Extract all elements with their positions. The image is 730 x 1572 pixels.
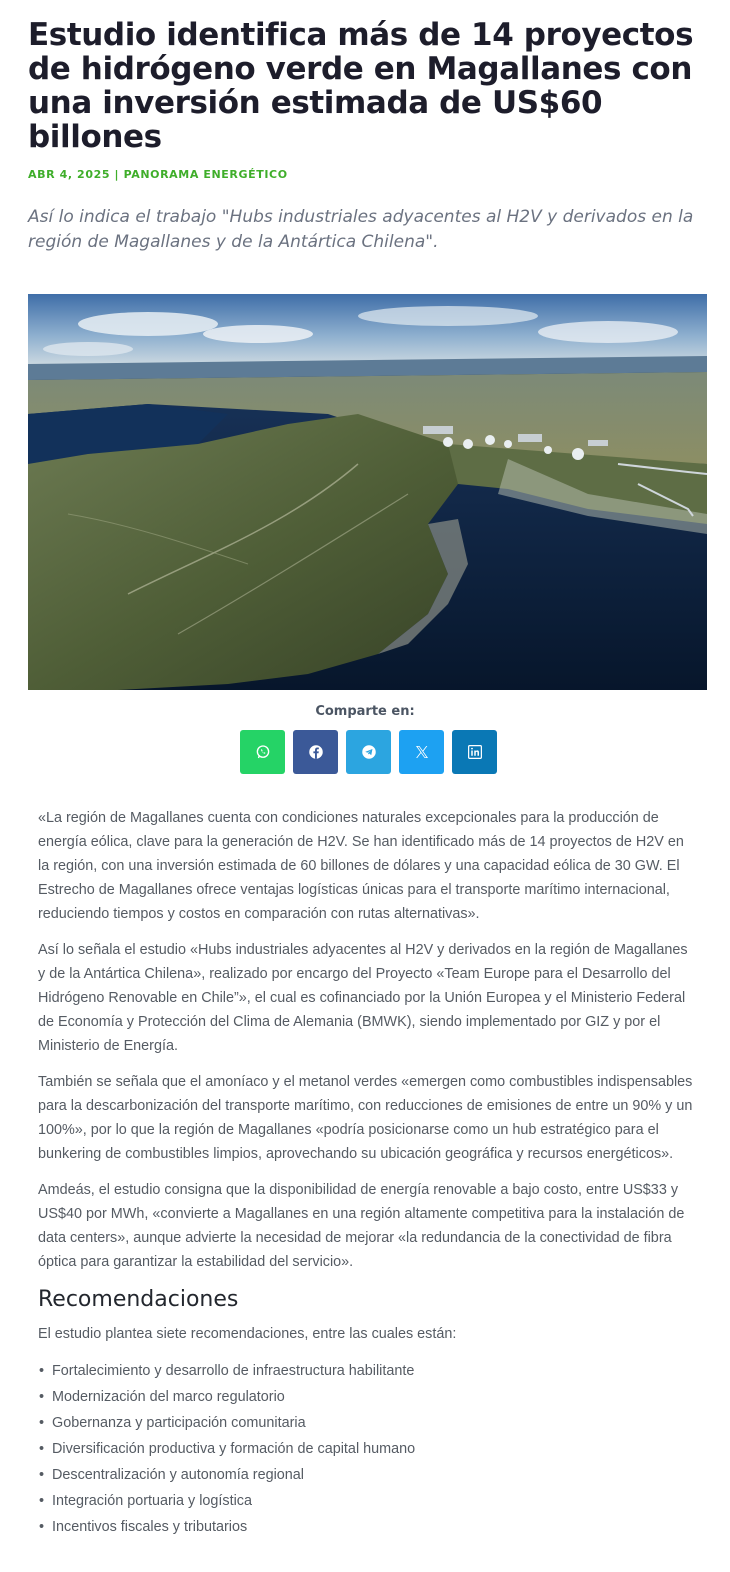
recommendations-heading: Recomendaciones (38, 1287, 239, 1312)
body-paragraph: Amdeás, el estudio consigna que la disponibilidad de energía renovable a bajo costo, entre US$33 y US$40 por MWh, «convierte a Magallanes en una región altamente competitiva para la instalación de data centers», aunque advierte la necesidad de mejorar «la redundancia de la conectividad de fibra óptica para garantizar la estabilidad del servicio». (38, 1182, 685, 1270)
x-icon (413, 743, 431, 761)
article-subtitle: Así lo indica el trabajo "Hubs industriales adyacentes al H2V y derivados en la región de Magallanes y de la Antártica Chilena". (28, 207, 694, 252)
telegram-icon (360, 743, 378, 761)
recommendations-intro: El estudio plantea siete recomendaciones, entre las cuales están: (38, 1326, 457, 1342)
body-paragraph: También se señala que el amoníaco y el metanol verdes «emergen como combustibles indispensables para la descarbonización del transporte marítimo, con reducciones de emisiones de entre un 90% y un 100%», por lo que la región de Magallanes «podría posicionarse como un hub estratégico para el bunkering de combustibles limpios, aprovechando su ubicación geográfica y recursos energéticos». (38, 1074, 693, 1162)
recommendations-list (38, 1358, 698, 1540)
share-whatsapp-button[interactable] (240, 730, 285, 774)
body-paragraph: «La región de Magallanes cuenta con condiciones naturales excepcionales para la producción de energía eólica, clave para la generación de H2V. Se han identificado más de 14 proyectos de H2V en la región, con una inversión estimada de 60 billones de dólares y una capacidad eólica de 30 GW. El Estrecho de Magallanes ofrece ventajas logísticas únicas para el transporte marítimo internacional, reduciendo tiempos y costos en comparación con rutas alternativas». (38, 810, 684, 922)
meta-separator: | (114, 168, 120, 181)
share-facebook-button[interactable] (293, 730, 338, 774)
article-title: Estudio identifica más de 14 proyectos de hidrógeno verde en Magallanes con una inversión estimada de US$60 billones (28, 17, 694, 155)
share-x-button[interactable] (399, 730, 444, 774)
share-linkedin-button[interactable] (452, 730, 497, 774)
article-header (28, 18, 708, 255)
list-item: • Fortalecimiento y desarrollo de infraestructura habilitante (38, 1358, 698, 1384)
share-buttons (240, 730, 497, 774)
article-date[interactable]: ABR 4, 2025 (28, 168, 111, 181)
article-meta (28, 168, 708, 181)
aerial-coast-photo (28, 294, 707, 690)
list-item: • Gobernanza y participación comunitaria (38, 1410, 698, 1436)
facebook-icon (307, 743, 325, 761)
list-item: • Descentralización y autonomía regional (38, 1462, 698, 1488)
hero-image (28, 294, 707, 690)
whatsapp-icon (254, 743, 272, 761)
article-category[interactable]: PANORAMA ENERGÉTICO (123, 168, 288, 181)
list-item: • Diversificación productiva y formación de capital humano (38, 1436, 698, 1462)
share-label: Comparte en: (315, 704, 415, 719)
list-item: • Integración portuaria y logística (38, 1488, 698, 1514)
list-item: • Incentivos fiscales y tributarios (38, 1514, 698, 1540)
linkedin-icon (466, 743, 484, 761)
article-body (38, 806, 698, 1540)
share-telegram-button[interactable] (346, 730, 391, 774)
body-paragraph: Así lo señala el estudio «Hubs industriales adyacentes al H2V y derivados en la región de Magallanes y de la Antártica Chilena», realizado por encargo del Proyecto «Team Europe para el Desarrollo del Hidrógeno Renovable en Chile”», el cual es cofinanciado por la Unión Europea y el Ministerio Federal de Economía y Protección del Clima de Alemania (BMWK), siendo implementado por GIZ y por el Ministerio de Energía. (38, 942, 688, 1054)
list-item: • Modernización del marco regulatorio (38, 1384, 698, 1410)
share-section (0, 704, 730, 719)
